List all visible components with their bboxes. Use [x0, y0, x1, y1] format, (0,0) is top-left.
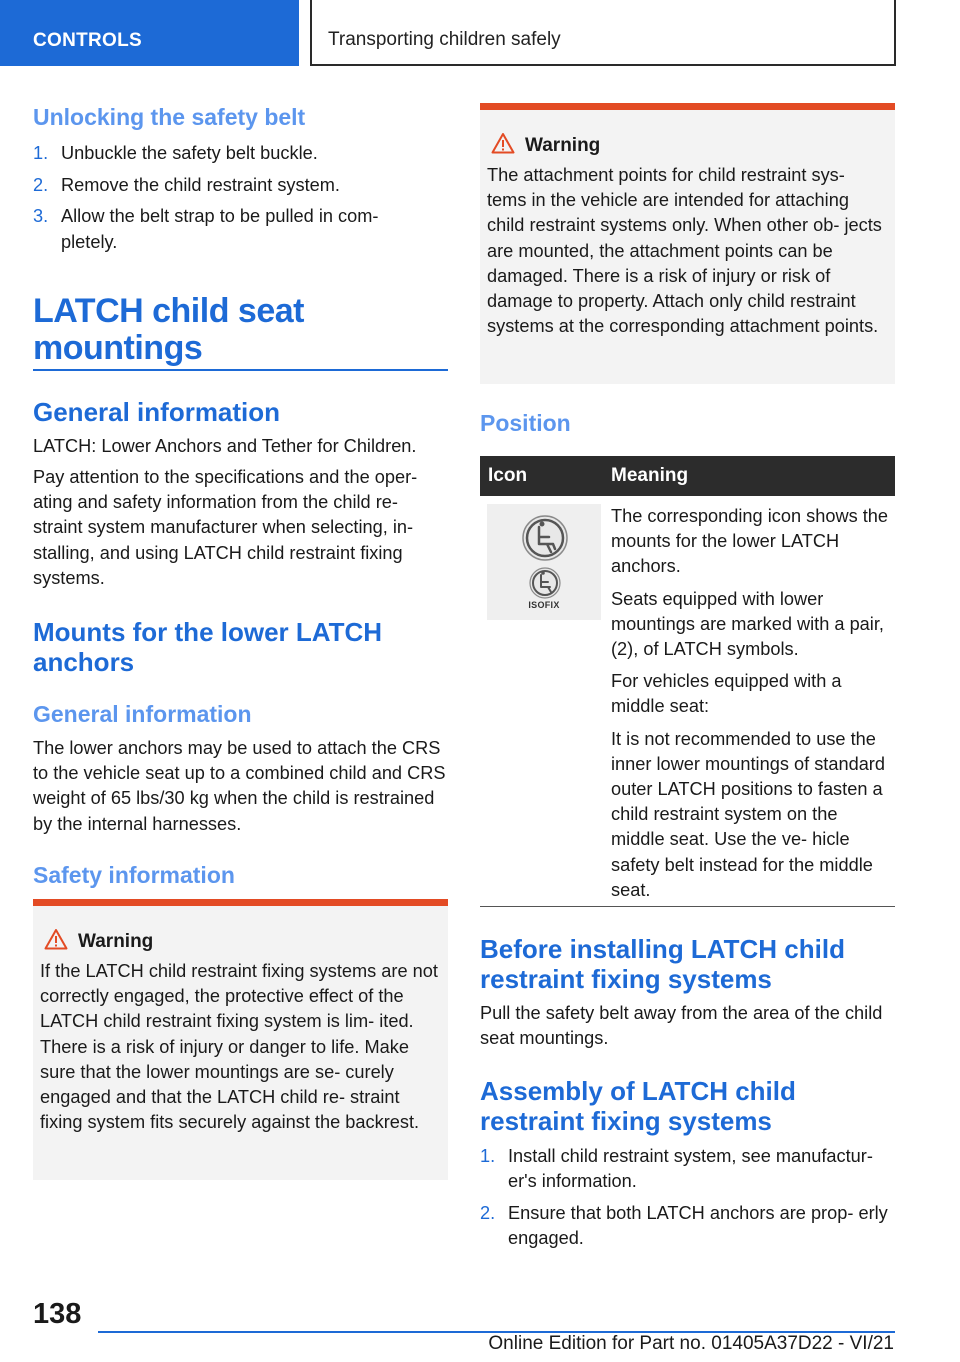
isofix-label: ISOFIX — [528, 600, 560, 610]
assembly-heading: Assembly of LATCH child restraint fixing systems — [480, 1076, 796, 1136]
warning-box — [480, 103, 895, 384]
position-table — [480, 456, 895, 913]
meaning-paragraph: The corresponding icon shows the mounts for the lower LATCH anchors. — [611, 506, 889, 577]
edition-note: Online Edition for Part no. 01405A37D22 - VI/21 — [488, 1333, 894, 1354]
page-number: 138 — [33, 1298, 82, 1330]
meaning-paragraph: For vehicles equipped with a middle seat: — [611, 671, 842, 717]
column-header-meaning: Meaning — [603, 456, 895, 496]
safety-heading: Safety information — [33, 862, 235, 888]
chapter-title: Transporting children safely — [328, 29, 561, 50]
section-title: CONTROLS — [33, 30, 143, 51]
mounts-general-paragraph: The lower anchors may be used to attach the CRS to the vehicle seat up to a combined child and CRS weight of 65 lbs/30 kg when the child is restrained by the internal harnesses. — [33, 738, 446, 834]
meaning-paragraph: Seats equipped with lower mountings are marked with a pair, (2), of LATCH symbols. — [611, 588, 884, 660]
icon-cell — [480, 496, 603, 913]
column-header-icon: Icon — [480, 456, 603, 496]
warning-triangle-icon — [44, 928, 68, 950]
general-heading: General information — [33, 397, 281, 427]
warning-title: Warning — [525, 135, 601, 156]
meaning-cell — [603, 496, 895, 913]
list-item: 2. Ensure that both LATCH anchors are prop‐ erly engaged. — [480, 1202, 888, 1249]
list-item: 3. Allow the belt strap to be pulled in com‐ pletely. — [33, 206, 379, 252]
unlocking-steps — [33, 141, 448, 261]
table-row — [480, 496, 895, 913]
warning-title: Warning — [78, 931, 154, 952]
warning-box — [33, 899, 448, 1180]
table-header-row — [480, 456, 895, 496]
position-heading: Position — [480, 410, 571, 436]
mounts-heading: Mounts for the lower LATCH anchors — [33, 617, 383, 677]
general-paragraph-2: Pay attention to the specifications and the oper‐ ating and safety information from the child re‐ straint system manufacturer when selecting, in‐ stalling, and using LATCH child restraint fixing systems. — [33, 467, 418, 588]
warning-triangle-icon — [491, 132, 515, 154]
unlocking-heading: Unlocking the safety belt — [33, 104, 306, 130]
chapter-header — [310, 0, 896, 66]
warning-text: The attachment points for child restraint sys‐ tems in the vehicle are intended for attaching child restraint systems only. When other ob‐ jects are mounted, the attachment points can be damaged. There is a risk of injury or risk of damage to property. Attach only child restraint systems at the corresponding attachment points. — [487, 165, 882, 337]
before-paragraph: Pull the safety belt away from the area of the child seat mountings. — [480, 1003, 883, 1049]
assembly-steps — [480, 1144, 895, 1258]
meaning-paragraph: It is not recommended to use the inner lower mountings of standard outer LATCH positions to fasten a child restraint system on the middle seat. Use the ve‐ hicle safety belt instead for the middle seat. — [611, 728, 885, 900]
heading-rule — [33, 369, 448, 371]
table-bottom-rule — [480, 906, 895, 907]
before-heading: Before installing LATCH child restraint fixing systems — [480, 934, 845, 994]
section-tab — [0, 0, 299, 66]
list-item: 1. Unbuckle the safety belt buckle. — [33, 143, 318, 163]
latch-icon-panel — [487, 504, 601, 620]
warning-text: If the LATCH child restraint fixing systems are not correctly engaged, the protective effect of the LATCH child restraint fixing system is lim‐ ited. There is a risk of injury or danger to life. Make sure that the lower mountings are se‐ curely engaged and that the LATCH child re‐ straint fixing system fits securely against the backrest. — [40, 961, 438, 1133]
general-paragraph-1: LATCH: Lower Anchors and Tether for Children. — [33, 436, 417, 456]
mounts-general-heading: General information — [33, 701, 252, 727]
latch-heading: LATCH child seat mountings — [33, 292, 304, 367]
list-item: 2. Remove the child restraint system. — [33, 174, 340, 195]
list-item: 1. Install child restraint system, see manufactur‐ er's information. — [480, 1146, 873, 1192]
